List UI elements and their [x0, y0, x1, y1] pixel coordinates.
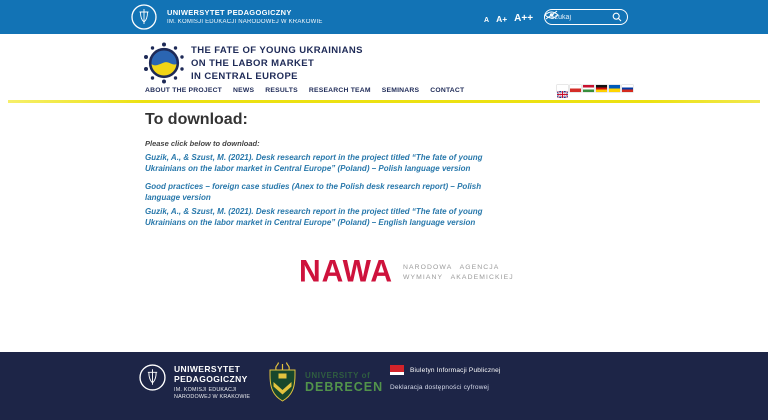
- nav-contact[interactable]: CONTACT: [430, 87, 465, 94]
- download-link-polish-report[interactable]: Guzik, A., & Szust, M. (2021). Desk research report in the project titled “The fate of young Ukrainians on the labor market in Central Europe” (Poland) – Polish language version: [145, 153, 483, 173]
- download-intro: Please click below to download:: [145, 139, 260, 148]
- project-title: [191, 44, 363, 83]
- font-size-large-button[interactable]: A+: [496, 14, 508, 24]
- nawa-wordmark: NAWA: [299, 254, 393, 289]
- site-header: [0, 34, 768, 100]
- footer-university-text: [174, 364, 250, 401]
- nav-seminars[interactable]: SEMINARS: [381, 87, 420, 94]
- nawa-tagline: [403, 257, 514, 283]
- flag-german-icon[interactable]: [596, 85, 607, 92]
- footer: [0, 352, 768, 420]
- search-icon[interactable]: [612, 12, 622, 22]
- nav-results[interactable]: RESULTS: [265, 87, 298, 94]
- font-size-normal-button[interactable]: A: [484, 17, 490, 24]
- flag-ukrainian-icon[interactable]: [609, 85, 620, 92]
- nav-research-team[interactable]: RESEARCH TEAM: [308, 87, 371, 94]
- university-subtitle: IM. KOMISJI EDUKACJI NARODOWEJ W KRAKOWIE: [167, 19, 323, 25]
- page-title: To download:: [145, 111, 248, 128]
- download-link-english-report[interactable]: Guzik, A., & Szust, M. (2021). Desk research report in the project titled “The fate of young Ukrainians on the labor market in Central Europe” (Poland) – English language version: [145, 207, 483, 227]
- flag-polish-icon[interactable]: [570, 85, 581, 92]
- footer-debrecen-text: [305, 361, 383, 403]
- nawa-tagline-line1: NARODOWA AGENCJA: [403, 264, 500, 271]
- debrecen-crest-icon: [267, 361, 298, 403]
- footer-university-logo[interactable]: [139, 364, 250, 401]
- debrecen-line2: DEBRECEN: [305, 380, 384, 394]
- download-link-good-practices[interactable]: Good practices – foreign case studies (Anex to the Polish desk research report) – Polish language version: [145, 182, 482, 202]
- footer-university-name-line1: UNIWERSYTET: [174, 364, 241, 374]
- university-name: UNIWERSYTET PEDAGOGICZNY: [167, 8, 292, 17]
- top-bar: [0, 0, 768, 34]
- flag-russian-icon[interactable]: [622, 85, 633, 92]
- search-box: [544, 9, 628, 25]
- nav-about-the-project[interactable]: ABOUT THE PROJECT: [145, 87, 223, 94]
- language-switcher: [557, 85, 633, 92]
- nawa-logo[interactable]: [299, 254, 514, 289]
- project-title-line2: ON THE LABOR MARKET: [191, 58, 315, 69]
- font-size-largest-button[interactable]: A++: [514, 13, 534, 24]
- main-nav: [145, 87, 464, 94]
- footer-debrecen-logo[interactable]: [267, 361, 383, 403]
- search-input[interactable]: [550, 14, 612, 21]
- flag-english-icon[interactable]: [557, 85, 568, 92]
- university-seal-icon: [139, 364, 166, 391]
- nawa-tagline-line2: WYMIANY AKADEMICKIEJ: [403, 274, 514, 281]
- university-seal-icon[interactable]: [131, 4, 157, 30]
- footer-university-sub: [174, 387, 250, 401]
- debrecen-line1: UNIVERSITY of: [305, 371, 371, 380]
- footer-university-sub-line1: IM. KOMISJI EDUKACJI: [174, 387, 237, 393]
- footer-university-sub-line2: NARODOWEJ W KRAKOWIE: [174, 394, 251, 400]
- footer-university-name-line2: PEDAGOGICZNY: [174, 374, 248, 384]
- university-name-block: [167, 8, 323, 25]
- yellow-divider: [8, 100, 760, 103]
- bip-link[interactable]: [390, 365, 501, 375]
- bip-label: Biuletyn Informacji Publicznej: [410, 366, 501, 374]
- project-title-line1: THE FATE OF YOUNG UKRAINIANS: [191, 45, 363, 56]
- flag-hungarian-icon[interactable]: [583, 85, 594, 92]
- nav-news[interactable]: NEWS: [233, 87, 255, 94]
- accessibility-declaration-link[interactable]: Deklaracja dostępności cyfrowej: [390, 384, 490, 391]
- project-title-line3: IN CENTRAL EUROPE: [191, 71, 298, 82]
- project-logo-icon[interactable]: [142, 41, 186, 85]
- bip-flag-icon: [390, 365, 404, 375]
